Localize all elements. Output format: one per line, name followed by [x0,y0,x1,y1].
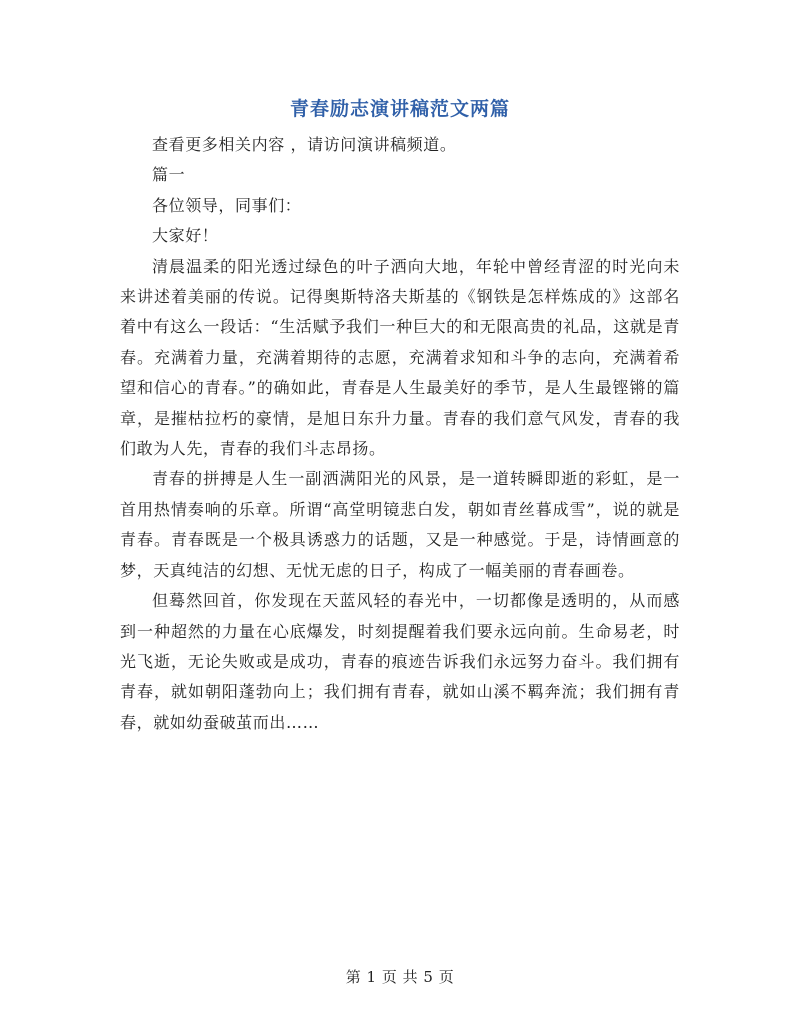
salutation: 各位领导，同事们： [152,195,302,215]
document-body [120,130,680,738]
section-heading: 篇一 [152,165,186,185]
body-paragraph: 青春的拼搏是人生一副洒满阳光的风景，是一道转瞬即逝的彩虹，是一首用热情奏响的乐章。所谓“高堂明镜悲白发，朝如青丝暮成雪”，说的就是青春。青春既是一个极具诱惑力的话题，又是一种感觉。于是，诗情画意的梦，天真纯洁的幻想、无忧无虑的日子，构成了一幅美丽的青春画卷。 [120,469,680,580]
greeting: 大家好！ [152,226,219,246]
body-paragraph: 清晨温柔的阳光透过绿色的叶子洒向大地，年轮中曾经青涩的时光向未来讲述着美丽的传说。记得奥斯特洛夫斯基的《钢铁是怎样炼成的》这部名着中有这么一段话：“生活赋予我们一种巨大的和无限高贵的礼品，这就是青春。充满着力量，充满着期待的志愿，充满着求知和斗争的志向，充满着希望和信心的青春。”的确如此，青春是人生最美好的季节，是人生最铿锵的篇章，是摧枯拉朽的豪情，是旭日东升力量。青春的我们意气风发，青春的我们敢为人先，青春的我们斗志昂扬。 [120,256,680,459]
intro-paragraph: 查看更多相关内容 ，请访问演讲稿频道。 [152,135,457,154]
page-footer: 第 1 页 共 5 页 [345,968,455,986]
body-paragraph: 但蓦然回首，你发现在天蓝风轻的春光中，一切都像是透明的，从而感到一种超然的力量在心底爆发，时刻提醒着我们要永远向前。生命易老，时光飞逝，无论失败或是成功，青春的痕迹告诉我们永远努力奋斗。我们拥有青春，就如朝阳蓬勃向上；我们拥有青春，就如山溪不羁奔流；我们拥有青春，就如幼蚕破茧而出…… [120,591,680,732]
document-title: 青春励志演讲稿范文两篇 [289,98,510,120]
